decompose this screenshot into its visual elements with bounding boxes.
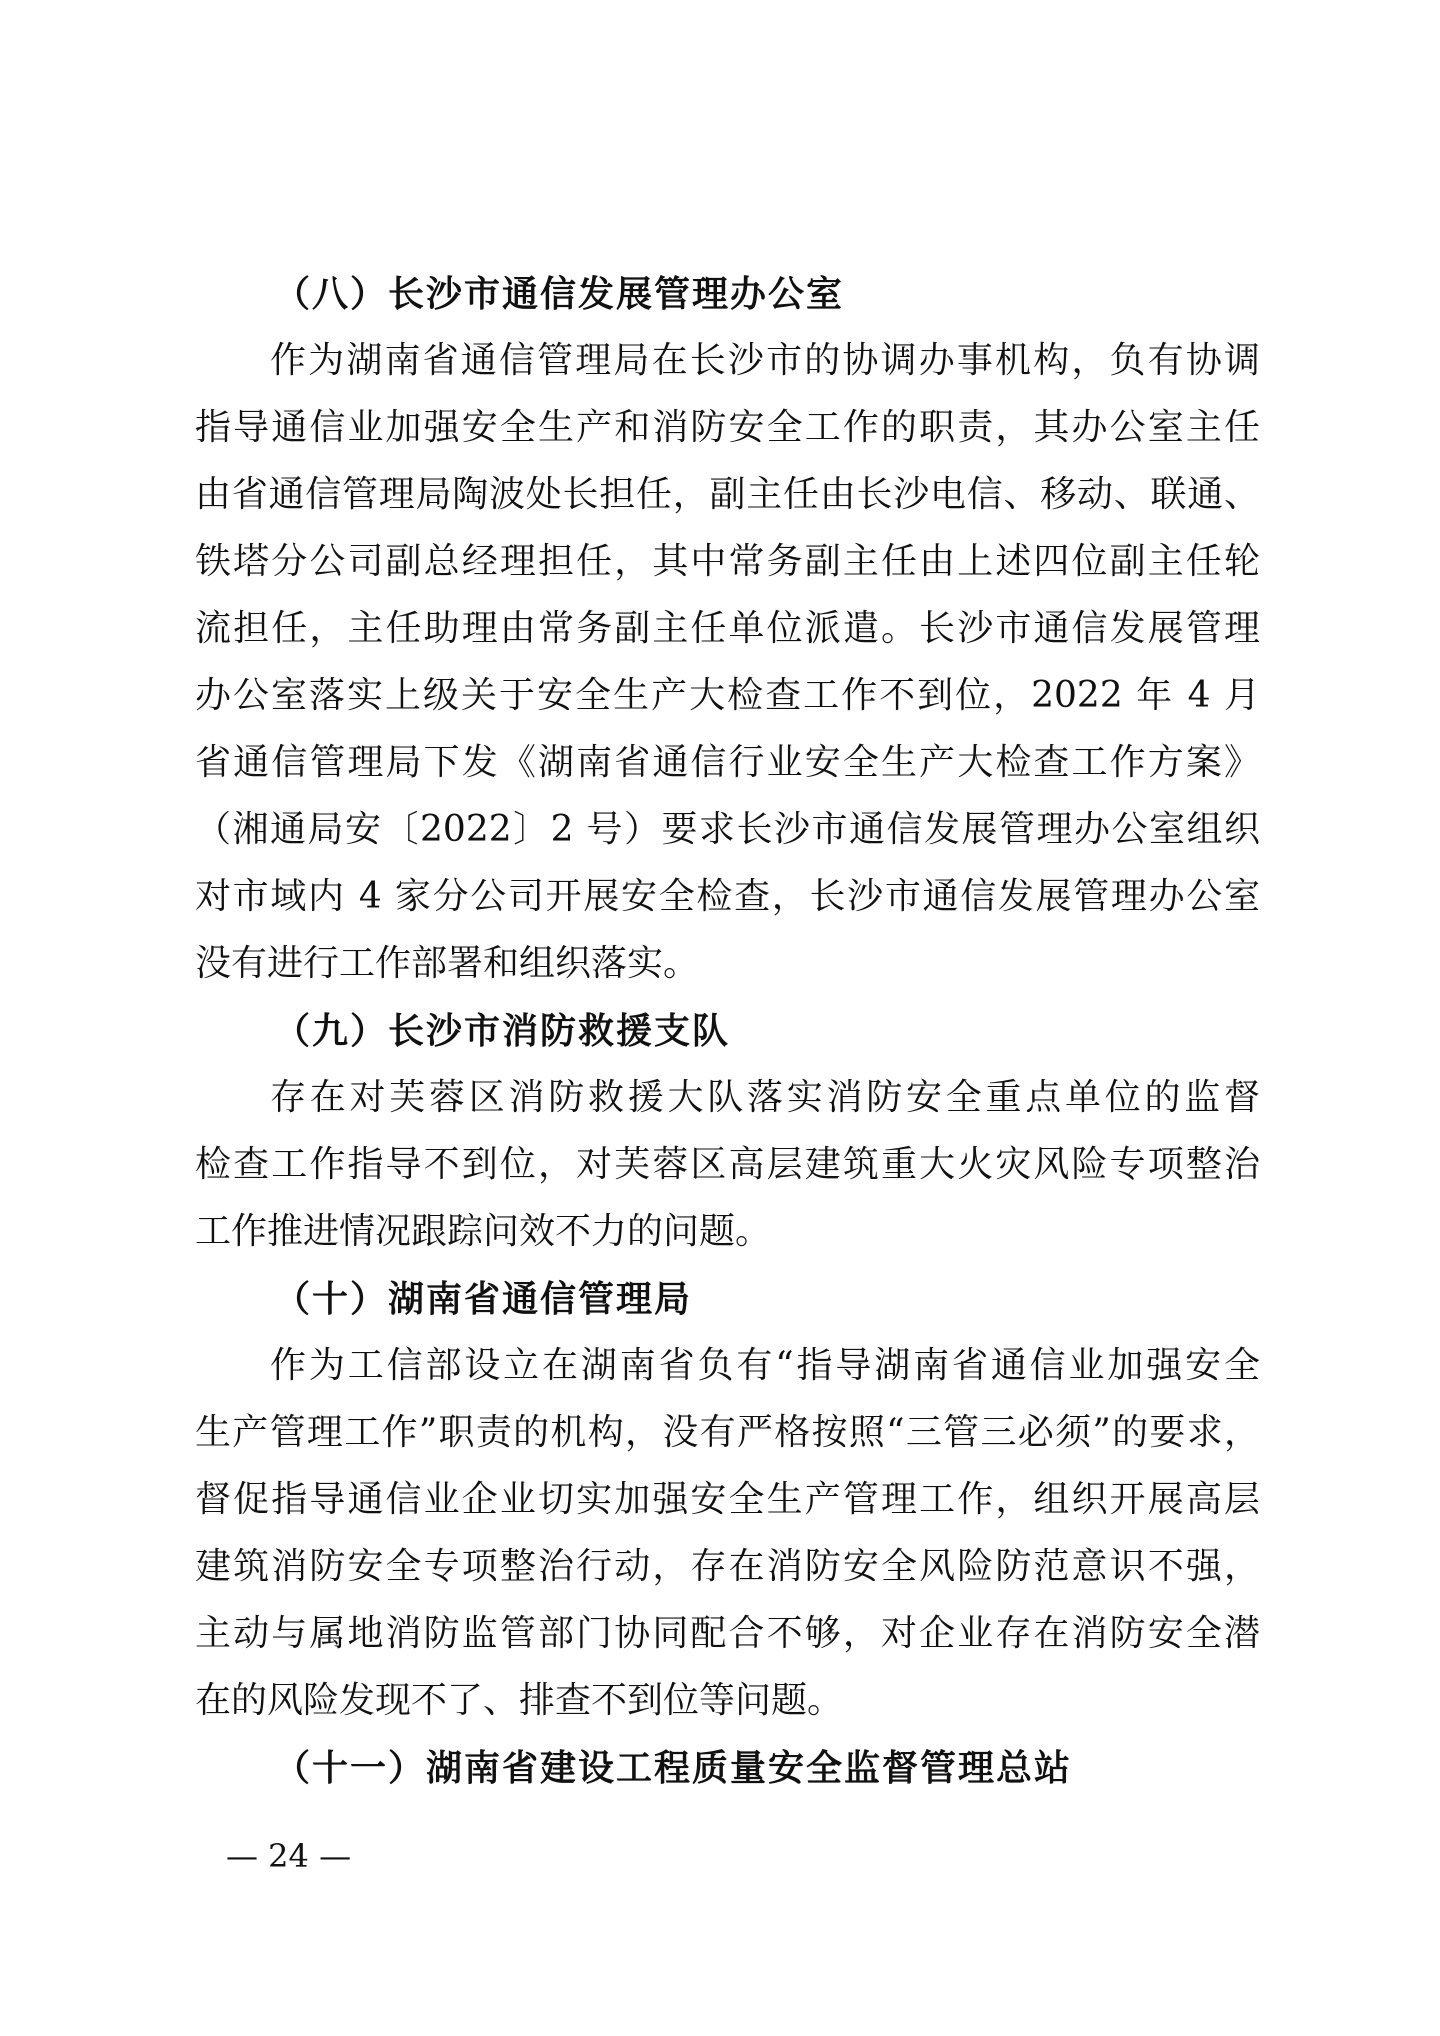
section-heading-9: （九）长沙市消防救援支队 [274, 1010, 731, 1052]
paragraph-line: 作为湖南省通信管理局在长沙市的协调办事机构，负有协调 [270, 340, 1260, 381]
paragraph-line: 存在对芙蓉区消防救援大队落实消防安全重点单位的监督 [270, 1077, 1260, 1118]
paragraph-line: 由省通信管理局陶波处长担任，副主任由长沙电信、移动、联通、 [195, 474, 1260, 515]
paragraph-line: 省通信管理局下发《湖南省通信行业安全生产大检查工作方案》 [195, 742, 1260, 783]
paragraph-line: 督促指导通信业企业切实加强安全生产管理工作，组织开展高层 [195, 1479, 1260, 1520]
paragraph-line: 办公室落实上级关于安全生产大检查工作不到位，2022 年 4 月 [195, 675, 1260, 716]
paragraph-line: 在的风险发现不了、排查不到位等问题。 [195, 1680, 844, 1721]
paragraph-line: 指导通信业加强安全生产和消防安全工作的职责，其办公室主任 [195, 407, 1260, 448]
paragraph-line: 生产管理工作”职责的机构，没有严格按照“三管三必须”的要求， [195, 1412, 1260, 1453]
paragraph-line: 铁塔分公司副总经理担任，其中常务副主任由上述四位副主任轮 [195, 541, 1260, 582]
section-heading-10: （十）湖南省通信管理局 [274, 1278, 693, 1320]
paragraph-line: 建筑消防安全专项整治行动，存在消防安全风险防范意识不强， [195, 1546, 1260, 1587]
section-heading-11: （十一）湖南省建设工程质量安全监督管理总站 [274, 1747, 1073, 1789]
paragraph-line: 没有进行工作部署和组织落实。 [195, 943, 700, 984]
paragraph-line: 主动与属地消防监管部门协同配合不够，对企业存在消防安全潜 [195, 1613, 1260, 1654]
paragraph-line: 作为工信部设立在湖南省负有“指导湖南省通信业加强安全 [270, 1345, 1260, 1386]
paragraph-line: 检查工作指导不到位，对芙蓉区高层建筑重大火灾风险专项整治 [195, 1144, 1260, 1185]
page-number: — 24 — [226, 1837, 352, 1875]
section-heading-8: （八）长沙市通信发展管理办公室 [274, 273, 845, 315]
paragraph-line: 工作推进情况跟踪问效不力的问题。 [195, 1211, 772, 1252]
paragraph-line: 流担任，主任助理由常务副主任单位派遣。长沙市通信发展管理 [195, 608, 1260, 649]
paragraph-line: 对市域内 4 家分公司开展安全检查，长沙市通信发展管理办公室 [195, 876, 1260, 917]
paragraph-line: （湘通局安〔2022〕2 号）要求长沙市通信发展管理办公室组织 [195, 809, 1260, 850]
